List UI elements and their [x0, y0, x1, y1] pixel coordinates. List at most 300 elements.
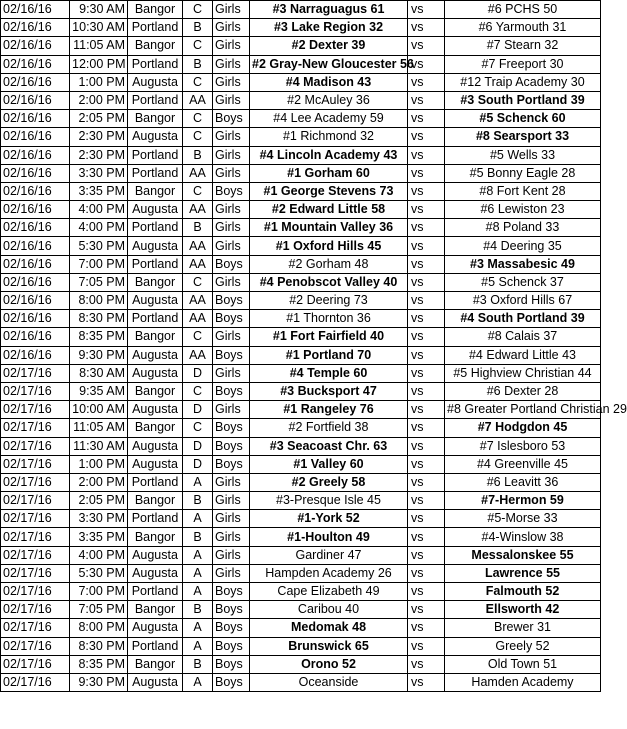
table-row [1, 73, 601, 91]
vs-cell: vs [408, 546, 445, 564]
away-team-cell: Old Town 51 [445, 655, 601, 673]
game-site-cell: Portland [128, 255, 183, 273]
game-site-cell: Augusta [128, 346, 183, 364]
game-time-cell: 8:30 PM [70, 637, 128, 655]
game-date-cell: 02/16/16 [1, 37, 70, 55]
game-site-cell: Augusta [128, 455, 183, 473]
home-team-cell: #4 Penobscot Valley 40 [250, 273, 408, 291]
game-gender-cell: Girls [213, 473, 250, 491]
home-team-cell: Orono 52 [250, 655, 408, 673]
game-date-cell: 02/16/16 [1, 128, 70, 146]
game-date-cell: 02/16/16 [1, 73, 70, 91]
away-team-cell: #6 Lewiston 23 [445, 201, 601, 219]
home-team-cell: #1 Portland 70 [250, 346, 408, 364]
game-date-cell: 02/17/16 [1, 601, 70, 619]
home-team-cell: Gardiner 47 [250, 546, 408, 564]
game-date-cell: 02/16/16 [1, 273, 70, 291]
away-team-cell: Brewer 31 [445, 619, 601, 637]
home-team-cell: #3 Narraguagus 61 [250, 1, 408, 19]
game-site-cell: Augusta [128, 73, 183, 91]
table-row [1, 364, 601, 382]
game-time-cell: 1:00 PM [70, 455, 128, 473]
game-site-cell: Augusta [128, 364, 183, 382]
table-row [1, 564, 601, 582]
game-time-cell: 2:00 PM [70, 91, 128, 109]
game-date-cell: 02/17/16 [1, 637, 70, 655]
home-team-cell: #1 Valley 60 [250, 455, 408, 473]
game-site-cell: Portland [128, 583, 183, 601]
table-row [1, 292, 601, 310]
game-gender-cell: Boys [213, 673, 250, 691]
game-date-cell: 02/16/16 [1, 255, 70, 273]
away-team-cell: #7 Freeport 30 [445, 55, 601, 73]
game-class-cell: A [183, 583, 213, 601]
game-time-cell: 8:30 PM [70, 310, 128, 328]
game-time-cell: 7:05 PM [70, 273, 128, 291]
game-class-cell: A [183, 564, 213, 582]
game-gender-cell: Boys [213, 637, 250, 655]
away-team-cell: #5 Highview Christian 44 [445, 364, 601, 382]
game-date-cell: 02/16/16 [1, 237, 70, 255]
table-row [1, 673, 601, 691]
game-site-cell: Bangor [128, 37, 183, 55]
vs-cell: vs [408, 219, 445, 237]
vs-cell: vs [408, 637, 445, 655]
away-team-cell: #5-Morse 33 [445, 510, 601, 528]
game-date-cell: 02/17/16 [1, 528, 70, 546]
home-team-cell: #1 Oxford Hills 45 [250, 237, 408, 255]
game-time-cell: 8:30 AM [70, 364, 128, 382]
game-site-cell: Bangor [128, 419, 183, 437]
vs-cell: vs [408, 328, 445, 346]
table-row [1, 182, 601, 200]
game-date-cell: 02/17/16 [1, 382, 70, 400]
table-row [1, 401, 601, 419]
game-date-cell: 02/16/16 [1, 110, 70, 128]
table-row [1, 201, 601, 219]
away-team-cell: #7-Hermon 59 [445, 492, 601, 510]
home-team-cell: #3 Seacoast Chr. 63 [250, 437, 408, 455]
game-date-cell: 02/16/16 [1, 292, 70, 310]
away-team-cell: #4 Deering 35 [445, 237, 601, 255]
game-gender-cell: Girls [213, 146, 250, 164]
vs-cell: vs [408, 382, 445, 400]
vs-cell: vs [408, 91, 445, 109]
game-site-cell: Bangor [128, 492, 183, 510]
game-gender-cell: Boys [213, 619, 250, 637]
home-team-cell: #2 Deering 73 [250, 292, 408, 310]
game-class-cell: AA [183, 310, 213, 328]
game-class-cell: AA [183, 164, 213, 182]
game-time-cell: 9:30 AM [70, 1, 128, 19]
vs-cell: vs [408, 473, 445, 491]
game-class-cell: B [183, 528, 213, 546]
vs-cell: vs [408, 201, 445, 219]
game-class-cell: B [183, 601, 213, 619]
table-row [1, 637, 601, 655]
game-site-cell: Portland [128, 219, 183, 237]
vs-cell: vs [408, 455, 445, 473]
game-site-cell: Bangor [128, 382, 183, 400]
game-gender-cell: Boys [213, 255, 250, 273]
game-site-cell: Augusta [128, 201, 183, 219]
game-class-cell: B [183, 19, 213, 37]
game-site-cell: Augusta [128, 673, 183, 691]
game-class-cell: A [183, 637, 213, 655]
away-team-cell: #8 Fort Kent 28 [445, 182, 601, 200]
game-class-cell: C [183, 37, 213, 55]
game-gender-cell: Girls [213, 364, 250, 382]
game-site-cell: Augusta [128, 564, 183, 582]
game-date-cell: 02/16/16 [1, 19, 70, 37]
schedule-rows [1, 1, 627, 692]
game-site-cell: Augusta [128, 292, 183, 310]
away-team-cell: #3 South Portland 39 [445, 91, 601, 109]
game-gender-cell: Girls [213, 19, 250, 37]
game-time-cell: 10:00 AM [70, 401, 128, 419]
game-date-cell: 02/17/16 [1, 364, 70, 382]
table-row [1, 146, 601, 164]
game-class-cell: AA [183, 255, 213, 273]
away-team-cell: Lawrence 55 [445, 564, 601, 582]
away-team-cell: Falmouth 52 [445, 583, 601, 601]
game-time-cell: 9:30 PM [70, 346, 128, 364]
game-date-cell: 02/16/16 [1, 55, 70, 73]
game-class-cell: B [183, 655, 213, 673]
vs-cell: vs [408, 601, 445, 619]
game-site-cell: Bangor [128, 655, 183, 673]
game-gender-cell: Boys [213, 382, 250, 400]
away-team-cell: #3 Oxford Hills 67 [445, 292, 601, 310]
game-site-cell: Portland [128, 310, 183, 328]
game-gender-cell: Girls [213, 492, 250, 510]
game-class-cell: A [183, 546, 213, 564]
game-time-cell: 7:00 PM [70, 255, 128, 273]
home-team-cell: #2 McAuley 36 [250, 91, 408, 109]
game-class-cell: C [183, 273, 213, 291]
game-site-cell: Portland [128, 55, 183, 73]
game-class-cell: C [183, 128, 213, 146]
away-team-cell: #4-Winslow 38 [445, 528, 601, 546]
vs-cell: vs [408, 528, 445, 546]
away-team-cell: #5 Schenck 60 [445, 110, 601, 128]
table-row [1, 328, 601, 346]
game-site-cell: Augusta [128, 401, 183, 419]
game-gender-cell: Boys [213, 455, 250, 473]
home-team-cell: Oceanside [250, 673, 408, 691]
vs-cell: vs [408, 237, 445, 255]
table-row [1, 310, 601, 328]
table-row [1, 528, 601, 546]
away-team-cell: Ellsworth 42 [445, 601, 601, 619]
game-gender-cell: Boys [213, 346, 250, 364]
game-class-cell: C [183, 73, 213, 91]
game-time-cell: 4:00 PM [70, 219, 128, 237]
away-team-cell: #5 Bonny Eagle 28 [445, 164, 601, 182]
game-date-cell: 02/16/16 [1, 1, 70, 19]
game-site-cell: Portland [128, 473, 183, 491]
game-site-cell: Bangor [128, 273, 183, 291]
game-date-cell: 02/16/16 [1, 91, 70, 109]
game-site-cell: Bangor [128, 528, 183, 546]
game-class-cell: C [183, 1, 213, 19]
vs-cell: vs [408, 1, 445, 19]
home-team-cell: #1 Mountain Valley 36 [250, 219, 408, 237]
away-team-cell: #5 Schenck 37 [445, 273, 601, 291]
home-team-cell: #1 Thornton 36 [250, 310, 408, 328]
vs-cell: vs [408, 619, 445, 637]
away-team-cell: #4 Greenville 45 [445, 455, 601, 473]
table-row [1, 510, 601, 528]
vs-cell: vs [408, 128, 445, 146]
home-team-cell: Cape Elizabeth 49 [250, 583, 408, 601]
game-gender-cell: Boys [213, 182, 250, 200]
table-row [1, 91, 601, 109]
vs-cell: vs [408, 55, 445, 73]
away-team-cell: #4 South Portland 39 [445, 310, 601, 328]
away-team-cell: #6 Dexter 28 [445, 382, 601, 400]
game-site-cell: Augusta [128, 128, 183, 146]
game-date-cell: 02/17/16 [1, 655, 70, 673]
vs-cell: vs [408, 583, 445, 601]
home-team-cell: #1 Richmond 32 [250, 128, 408, 146]
vs-cell: vs [408, 346, 445, 364]
vs-cell: vs [408, 492, 445, 510]
game-time-cell: 11:30 AM [70, 437, 128, 455]
game-time-cell: 3:35 PM [70, 182, 128, 200]
game-time-cell: 9:35 AM [70, 382, 128, 400]
home-team-cell: #2 Gray-New Gloucester 56 [250, 55, 408, 73]
game-site-cell: Portland [128, 91, 183, 109]
table-row [1, 382, 601, 400]
home-team-cell: Brunswick 65 [250, 637, 408, 655]
vs-cell: vs [408, 564, 445, 582]
game-date-cell: 02/17/16 [1, 673, 70, 691]
table-row [1, 546, 601, 564]
table-row [1, 1, 601, 19]
home-team-cell: #1 Fort Fairfield 40 [250, 328, 408, 346]
home-team-cell: Medomak 48 [250, 619, 408, 637]
game-time-cell: 11:05 AM [70, 419, 128, 437]
game-time-cell: 2:05 PM [70, 492, 128, 510]
game-time-cell: 7:00 PM [70, 583, 128, 601]
game-site-cell: Augusta [128, 237, 183, 255]
table-row [1, 164, 601, 182]
game-class-cell: D [183, 364, 213, 382]
game-gender-cell: Girls [213, 91, 250, 109]
game-class-cell: C [183, 110, 213, 128]
game-class-cell: C [183, 182, 213, 200]
home-team-cell: #3 Lake Region 32 [250, 19, 408, 37]
home-team-cell: #1 George Stevens 73 [250, 182, 408, 200]
game-site-cell: Bangor [128, 601, 183, 619]
table-row [1, 419, 601, 437]
away-team-cell: #6 PCHS 50 [445, 1, 601, 19]
home-team-cell: #3-Presque Isle 45 [250, 492, 408, 510]
vs-cell: vs [408, 510, 445, 528]
game-site-cell: Augusta [128, 619, 183, 637]
game-site-cell: Bangor [128, 328, 183, 346]
vs-cell: vs [408, 401, 445, 419]
game-gender-cell: Girls [213, 564, 250, 582]
table-row [1, 237, 601, 255]
home-team-cell: #2 Dexter 39 [250, 37, 408, 55]
table-row [1, 37, 601, 55]
game-date-cell: 02/17/16 [1, 619, 70, 637]
game-gender-cell: Boys [213, 601, 250, 619]
vs-cell: vs [408, 310, 445, 328]
away-team-cell: Hamden Academy [445, 673, 601, 691]
game-gender-cell: Boys [213, 110, 250, 128]
away-team-cell: #5 Wells 33 [445, 146, 601, 164]
game-class-cell: A [183, 510, 213, 528]
game-class-cell: C [183, 382, 213, 400]
game-time-cell: 8:35 PM [70, 655, 128, 673]
table-row [1, 19, 601, 37]
game-class-cell: A [183, 619, 213, 637]
vs-cell: vs [408, 655, 445, 673]
vs-cell: vs [408, 164, 445, 182]
game-gender-cell: Girls [213, 546, 250, 564]
game-gender-cell: Boys [213, 655, 250, 673]
game-gender-cell: Girls [213, 510, 250, 528]
home-team-cell: #2 Gorham 48 [250, 255, 408, 273]
game-class-cell: B [183, 146, 213, 164]
game-site-cell: Portland [128, 637, 183, 655]
home-team-cell: #4 Lee Academy 59 [250, 110, 408, 128]
game-gender-cell: Girls [213, 1, 250, 19]
vs-cell: vs [408, 73, 445, 91]
game-class-cell: AA [183, 237, 213, 255]
game-time-cell: 9:30 PM [70, 673, 128, 691]
home-team-cell: Caribou 40 [250, 601, 408, 619]
game-gender-cell: Boys [213, 437, 250, 455]
home-team-cell: #1-Houlton 49 [250, 528, 408, 546]
game-class-cell: B [183, 55, 213, 73]
home-team-cell: #2 Fortfield 38 [250, 419, 408, 437]
game-time-cell: 2:00 PM [70, 473, 128, 491]
vs-cell: vs [408, 673, 445, 691]
away-team-cell: #6 Yarmouth 31 [445, 19, 601, 37]
vs-cell: vs [408, 37, 445, 55]
away-team-cell: #8 Greater Portland Christian 29 [445, 401, 601, 419]
vs-cell: vs [408, 364, 445, 382]
game-time-cell: 1:00 PM [70, 73, 128, 91]
game-class-cell: A [183, 473, 213, 491]
game-site-cell: Portland [128, 146, 183, 164]
game-gender-cell: Girls [213, 273, 250, 291]
game-site-cell: Portland [128, 19, 183, 37]
game-time-cell: 8:00 PM [70, 619, 128, 637]
game-date-cell: 02/17/16 [1, 437, 70, 455]
game-gender-cell: Girls [213, 201, 250, 219]
game-class-cell: C [183, 419, 213, 437]
vs-cell: vs [408, 19, 445, 37]
home-team-cell: #1 Gorham 60 [250, 164, 408, 182]
away-team-cell: #6 Leavitt 36 [445, 473, 601, 491]
game-class-cell: AA [183, 91, 213, 109]
game-class-cell: A [183, 673, 213, 691]
table-row [1, 273, 601, 291]
game-class-cell: B [183, 492, 213, 510]
home-team-cell: #4 Madison 43 [250, 73, 408, 91]
game-site-cell: Augusta [128, 437, 183, 455]
table-row [1, 346, 601, 364]
vs-cell: vs [408, 110, 445, 128]
game-date-cell: 02/17/16 [1, 510, 70, 528]
table-row [1, 473, 601, 491]
table-row [1, 619, 601, 637]
game-date-cell: 02/17/16 [1, 401, 70, 419]
game-class-cell: C [183, 328, 213, 346]
vs-cell: vs [408, 273, 445, 291]
table-row [1, 110, 601, 128]
away-team-cell: #8 Calais 37 [445, 328, 601, 346]
game-gender-cell: Girls [213, 37, 250, 55]
game-site-cell: Bangor [128, 110, 183, 128]
vs-cell: vs [408, 437, 445, 455]
game-site-cell: Augusta [128, 546, 183, 564]
game-date-cell: 02/17/16 [1, 546, 70, 564]
away-team-cell: #3 Massabesic 49 [445, 255, 601, 273]
table-row [1, 583, 601, 601]
game-site-cell: Portland [128, 510, 183, 528]
away-team-cell: #8 Poland 33 [445, 219, 601, 237]
game-gender-cell: Boys [213, 310, 250, 328]
home-team-cell: #4 Temple 60 [250, 364, 408, 382]
game-time-cell: 3:30 PM [70, 164, 128, 182]
game-gender-cell: Girls [213, 73, 250, 91]
table-row [1, 55, 601, 73]
away-team-cell: #12 Traip Academy 30 [445, 73, 601, 91]
table-row [1, 219, 601, 237]
game-date-cell: 02/17/16 [1, 583, 70, 601]
vs-cell: vs [408, 419, 445, 437]
game-date-cell: 02/17/16 [1, 492, 70, 510]
away-team-cell: #8 Searsport 33 [445, 128, 601, 146]
game-class-cell: B [183, 219, 213, 237]
game-class-cell: D [183, 401, 213, 419]
home-team-cell: #3 Bucksport 47 [250, 382, 408, 400]
away-team-cell: Greely 52 [445, 637, 601, 655]
game-date-cell: 02/16/16 [1, 146, 70, 164]
game-time-cell: 2:30 PM [70, 128, 128, 146]
game-site-cell: Portland [128, 164, 183, 182]
game-time-cell: 3:30 PM [70, 510, 128, 528]
game-date-cell: 02/17/16 [1, 455, 70, 473]
game-date-cell: 02/16/16 [1, 182, 70, 200]
game-time-cell: 4:00 PM [70, 546, 128, 564]
table-row [1, 492, 601, 510]
game-time-cell: 2:05 PM [70, 110, 128, 128]
game-time-cell: 10:30 AM [70, 19, 128, 37]
vs-cell: vs [408, 292, 445, 310]
home-team-cell: #1 Rangeley 76 [250, 401, 408, 419]
vs-cell: vs [408, 182, 445, 200]
game-date-cell: 02/16/16 [1, 164, 70, 182]
table-row [1, 655, 601, 673]
home-team-cell: #4 Lincoln Academy 43 [250, 146, 408, 164]
game-date-cell: 02/17/16 [1, 419, 70, 437]
vs-cell: vs [408, 146, 445, 164]
vs-cell: vs [408, 255, 445, 273]
home-team-cell: #2 Edward Little 58 [250, 201, 408, 219]
game-time-cell: 8:35 PM [70, 328, 128, 346]
game-class-cell: AA [183, 346, 213, 364]
game-gender-cell: Boys [213, 583, 250, 601]
away-team-cell: #7 Stearn 32 [445, 37, 601, 55]
game-date-cell: 02/16/16 [1, 201, 70, 219]
